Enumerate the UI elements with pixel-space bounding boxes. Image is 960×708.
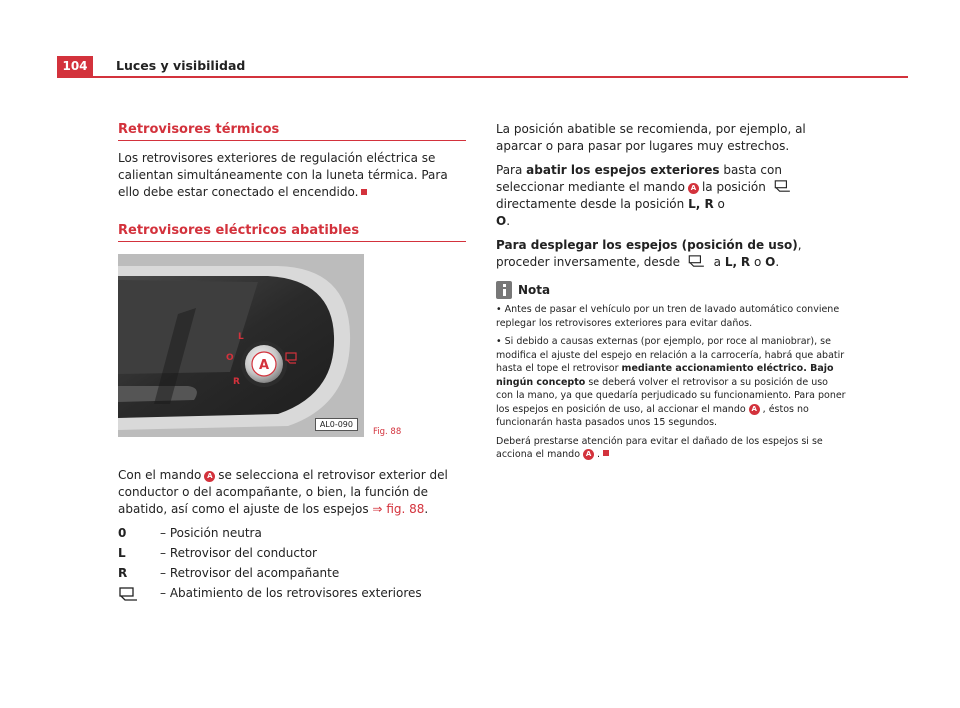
fold-instructions-text: Para abatir los espejos exteriores basta con seleccionar mediante el mando A la posición directamente desde la posición L, R o O.: [496, 162, 846, 230]
figure-reference-link[interactable]: fig. 88: [386, 502, 425, 516]
note-item: • Antes de pasar el vehículo por un tren de lavado automático conviene replegar los retrovisores exteriores para evitar daños.: [496, 304, 840, 329]
mirror-fold-icon: [118, 587, 140, 601]
note-header: [496, 281, 846, 299]
mirror-control-description: [118, 467, 468, 602]
position-key: L: [118, 546, 126, 560]
section-title-folding-mirrors: Retrovisores eléctricos abatibles: [118, 223, 466, 242]
running-head: Luces y visibilidad: [116, 58, 246, 73]
note-item: • Si debido a causas externas (por ejemplo, por roce al maniobrar), se modifica el ajuste del espejo en relación a la carrocería, habrá que abatir hasta el tope el retrovisor mediante accionamiento eléctrico. Bajo ningún concepto se deberá volver el retrovisor a su posición de uso con la mano, ya que quedaría perjudicado su funcionamiento. Para poner los espejos en posición de uso, al accionar el mando A , éstos no funcionarán hasta pasados unos 15 segundos.: [496, 336, 846, 428]
position-key: [118, 585, 160, 602]
end-mark-icon: [603, 450, 609, 456]
mirror-control-illustration: [118, 254, 364, 437]
control-a-icon: A: [688, 183, 699, 194]
end-mark-icon: [361, 189, 367, 195]
position-description: – Abatimiento de los retrovisores exteriores: [160, 586, 422, 600]
position-description: – Retrovisor del conductor: [160, 546, 317, 560]
control-a-icon: A: [204, 471, 215, 482]
unfold-instructions-text: Para desplegar los espejos (posición de uso), proceder inversamente, desde a L, R o O.: [496, 238, 802, 269]
knob-label: A: [258, 358, 270, 373]
control-a-icon: A: [583, 449, 594, 460]
note-icon: [496, 281, 512, 299]
knob-position-o: O: [226, 353, 234, 363]
left-column: [118, 122, 466, 251]
figure-caption: Fig. 88: [373, 427, 402, 437]
section-title-heated-mirrors: Retrovisores térmicos: [118, 122, 466, 141]
position-list-item: [118, 525, 468, 542]
figure-code: AL0-090: [315, 418, 358, 431]
control-a-icon: A: [749, 404, 760, 415]
header-rule: [57, 76, 908, 78]
knob-position-l: L: [238, 332, 244, 342]
heated-mirrors-text: Los retrovisores exteriores de regulación eléctrica se calientan simultáneamente con la luneta térmica. Para ello debe estar conectado el encendido.: [118, 151, 448, 199]
right-column: [496, 121, 846, 467]
mirror-fold-icon: [687, 255, 707, 267]
note-title: Nota: [518, 283, 551, 297]
position-description: – Posición neutra: [160, 526, 262, 540]
page-number: 104: [57, 56, 93, 76]
note-item: Deberá prestarse atención para evitar el dañado de los espejos si se acciona el mando A .: [496, 435, 823, 460]
position-key: R: [118, 566, 128, 580]
knob-position-r: R: [233, 377, 240, 387]
position-list-item: [118, 545, 468, 562]
position-list-item: [118, 585, 468, 602]
fold-recommendation-text: La posición abatible se recomienda, por ejemplo, al aparcar o para pasar por lugares muy estrechos.: [496, 122, 806, 153]
mirror-fold-icon: [773, 180, 793, 192]
figure-88-mirror-control: [118, 254, 364, 437]
position-list-item: [118, 565, 468, 582]
position-description: – Retrovisor del acompañante: [160, 566, 340, 580]
position-key: 0: [118, 526, 127, 540]
control-intro-text: Con el mando A se selecciona el retrovisor exterior del conductor o del acompañante, o bien, la función de abatido, así como el ajuste de los espejos ⇒ fig. 88.: [118, 468, 448, 516]
figure-reference-arrow: ⇒: [372, 502, 383, 516]
